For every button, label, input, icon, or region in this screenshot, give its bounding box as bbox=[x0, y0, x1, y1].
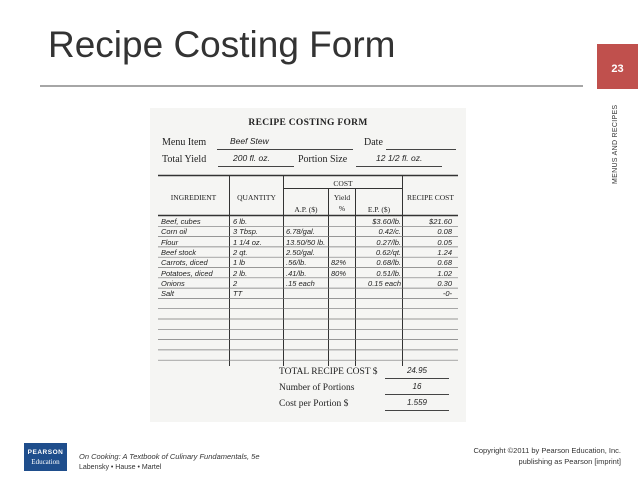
cell-quantity: 2 lb. bbox=[233, 268, 248, 278]
cell-ap: 6.78/gal. bbox=[286, 227, 315, 237]
cell-ep: $3.60/lb. bbox=[372, 217, 401, 226]
cell-cost: -0- bbox=[442, 289, 452, 299]
number-of-portions-value: 16 bbox=[412, 382, 422, 391]
cell-cost: 0.08 bbox=[437, 227, 452, 237]
header-ingredient: INGREDIENT bbox=[170, 193, 217, 202]
cell-ap: 2.50/gal. bbox=[286, 247, 315, 257]
cell-ingredient: Beef stock bbox=[161, 247, 197, 257]
cell-ep: 0.15 each bbox=[368, 278, 401, 288]
cell-ingredient: Carrots, diced bbox=[161, 258, 208, 268]
cell-ingredient: Onions bbox=[161, 278, 185, 288]
cell-cost: 0.05 bbox=[437, 237, 452, 247]
logo-line-2: Education bbox=[31, 457, 60, 466]
cost-per-portion-line bbox=[385, 410, 449, 411]
copyright-line-1: Copyright ©2011 by Pearson Education, Inc. bbox=[473, 446, 621, 455]
cost-per-portion-label: Cost per Portion $ bbox=[279, 399, 349, 409]
cell-ingredient: Corn oil bbox=[161, 227, 187, 237]
total-recipe-cost-value: 24.95 bbox=[406, 366, 428, 375]
page-number-tab bbox=[597, 44, 638, 89]
cell-ingredient: Flour bbox=[161, 237, 179, 247]
total-yield-value: 200 fl. oz. bbox=[233, 153, 270, 163]
cell-ingredient: Potatoes, diced bbox=[161, 268, 213, 278]
header-ep: E.P. ($) bbox=[367, 205, 391, 214]
cell-ep: 0.51/lb. bbox=[376, 268, 401, 278]
total-recipe-cost-line bbox=[385, 378, 449, 379]
book-title: On Cooking: A Textbook of Culinary Fundamentals, 5e bbox=[79, 452, 260, 461]
page-number: 23 bbox=[611, 62, 624, 75]
recipe-costing-form bbox=[150, 108, 466, 422]
cell-cost: 0.68 bbox=[437, 258, 452, 268]
menu-item-label: Menu Item bbox=[162, 137, 207, 148]
cell-ap: 13.50/50 lb. bbox=[286, 237, 326, 247]
cell-quantity: 3 Tbsp. bbox=[233, 227, 259, 237]
cell-quantity: 6 lb. bbox=[233, 217, 248, 226]
section-side-label: MENUS AND RECIPES bbox=[612, 104, 619, 184]
cell-ingredient: Salt bbox=[161, 289, 174, 299]
cell-ingredient: Beef, cubes bbox=[161, 217, 201, 226]
cell-yield: 80% bbox=[331, 268, 347, 278]
cell-ep: 0.68/lb. bbox=[376, 258, 401, 268]
total-recipe-cost-label: TOTAL RECIPE COST $ bbox=[279, 367, 378, 377]
menu-item-value: Beef Stew bbox=[230, 136, 269, 146]
portion-size-label: Portion Size bbox=[298, 154, 348, 165]
copyright-line-2: publishing as Pearson [imprint] bbox=[518, 457, 621, 466]
cell-ep: 0.42/c. bbox=[378, 227, 401, 237]
header-quantity: QUANTITY bbox=[237, 193, 276, 202]
cell-cost: 0.30 bbox=[437, 278, 452, 288]
cell-quantity: 2 bbox=[233, 278, 238, 288]
cell-cost: 1.02 bbox=[437, 268, 452, 278]
cell-quantity: 1 1/4 oz. bbox=[233, 237, 262, 247]
cell-cost: 1.24 bbox=[437, 247, 452, 257]
cell-ap: .41/lb. bbox=[286, 268, 307, 278]
cell-quantity: 2 qt. bbox=[233, 247, 248, 257]
header-yield: Yield bbox=[333, 193, 351, 202]
cell-ep: 0.27/lb. bbox=[376, 237, 401, 247]
number-of-portions-label: Number of Portions bbox=[279, 383, 355, 393]
form-title: RECIPE COSTING FORM bbox=[248, 118, 368, 128]
header-yield-percent: % bbox=[338, 204, 346, 213]
cell-ap: .56/lb. bbox=[286, 258, 307, 268]
slide-title: Recipe Costing Form bbox=[48, 24, 396, 65]
total-yield-label: Total Yield bbox=[162, 154, 207, 165]
cell-ap: .15 each bbox=[286, 278, 315, 288]
number-of-portions-line bbox=[385, 394, 449, 395]
cost-per-portion-value: 1.559 bbox=[406, 398, 428, 407]
header-ap: A.P. ($) bbox=[294, 205, 318, 214]
title-divider bbox=[40, 85, 583, 87]
header-cost: COST bbox=[333, 179, 353, 188]
portion-size-value: 12 1/2 fl. oz. bbox=[376, 153, 423, 163]
cell-cost: $21.60 bbox=[429, 217, 452, 226]
header-recipe-cost: RECIPE COST bbox=[407, 193, 454, 202]
book-authors: Labensky • Hause • Martel bbox=[79, 464, 162, 471]
cell-quantity: TT bbox=[233, 289, 243, 299]
pearson-logo bbox=[24, 443, 67, 471]
cell-quantity: 1 lb bbox=[233, 258, 246, 268]
date-label: Date bbox=[364, 137, 383, 148]
cell-yield: 82% bbox=[331, 258, 347, 268]
logo-line-1: PEARSON bbox=[27, 448, 64, 456]
cell-ep: 0.62/qt. bbox=[375, 247, 401, 257]
